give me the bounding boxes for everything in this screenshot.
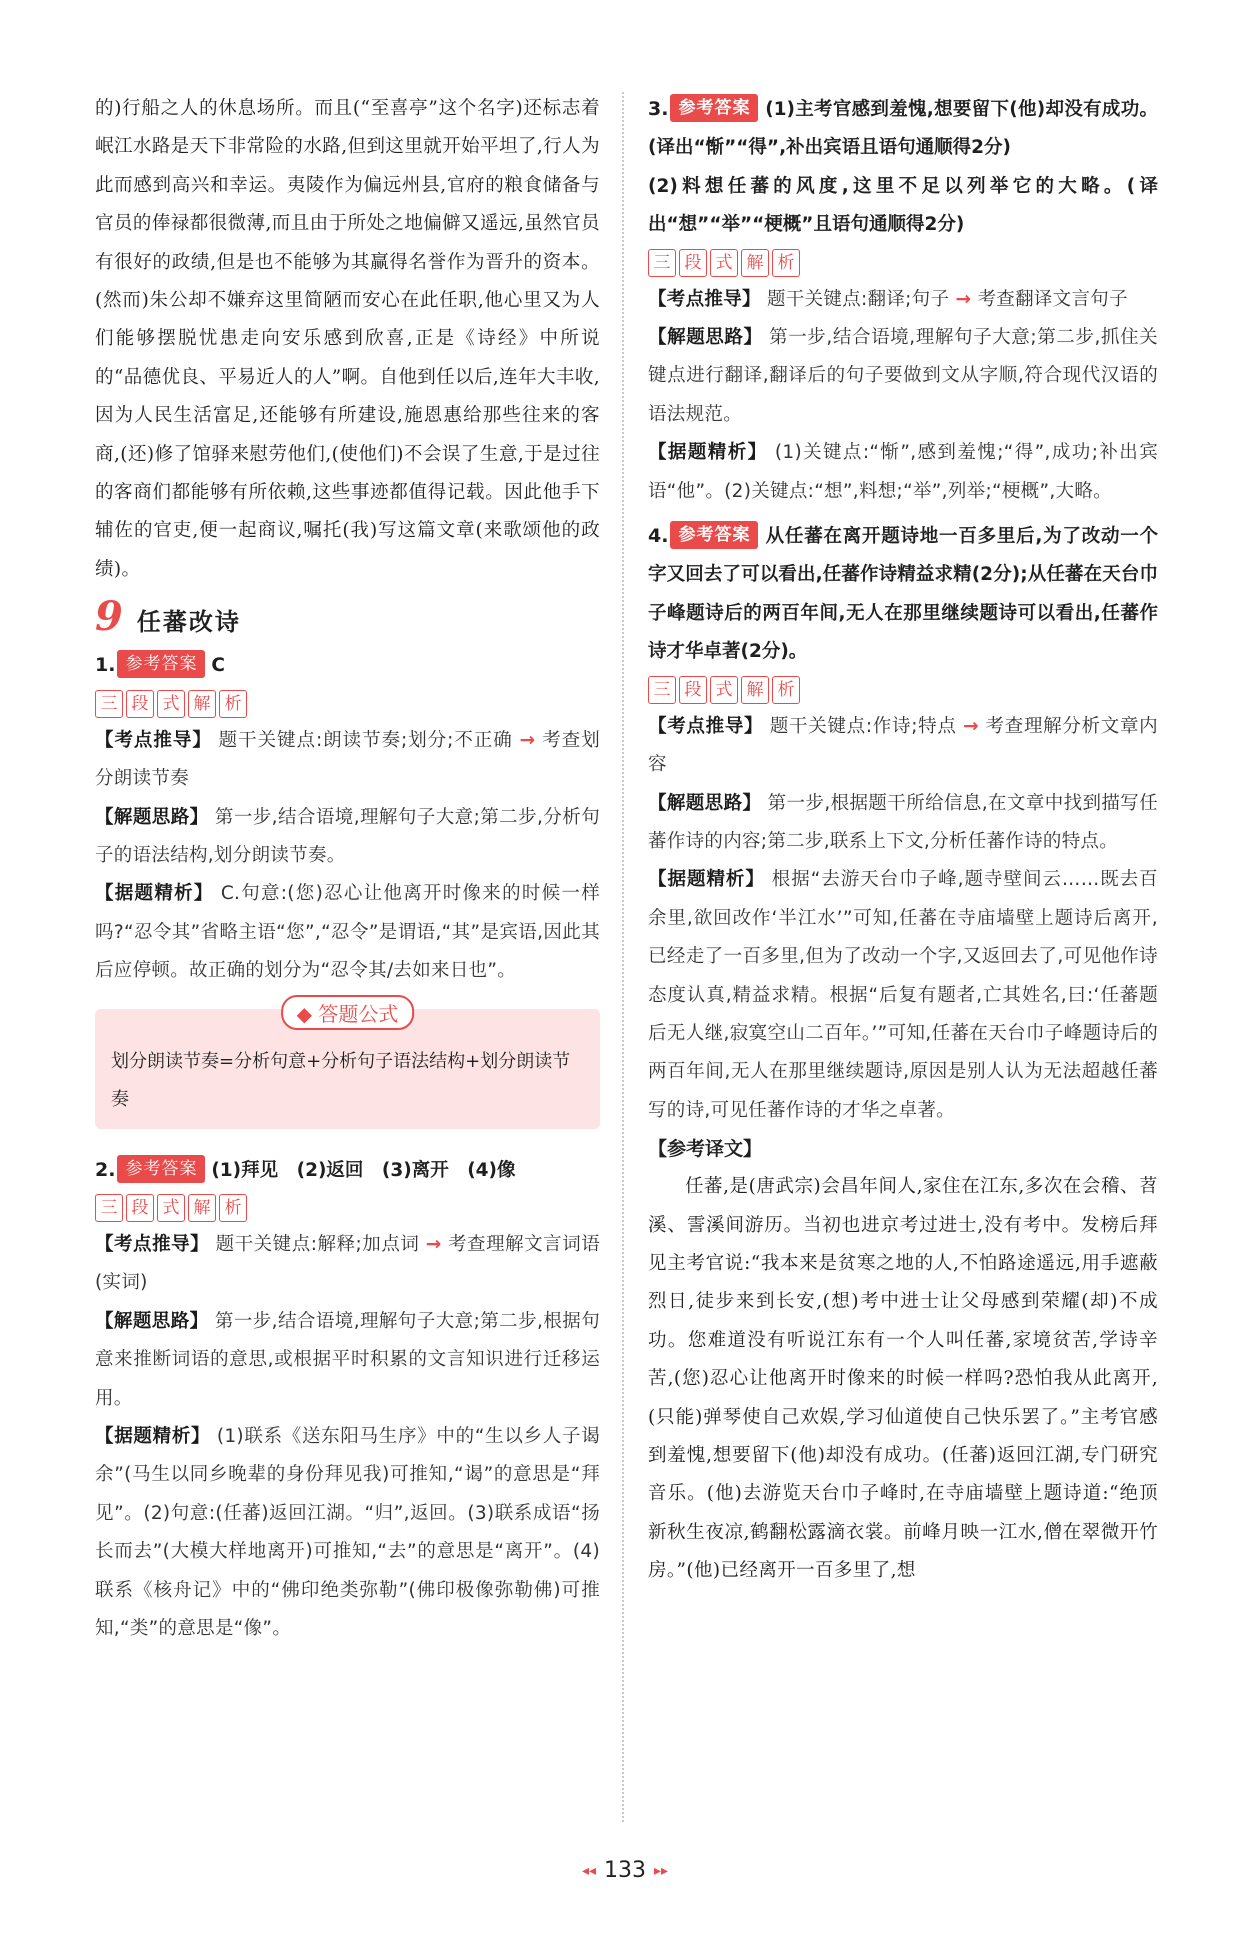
jieti-text: 第一步,结合语境,理解句子大意;第二步,分析句子的语法结构,划分朗读节奏。 xyxy=(95,806,600,866)
jingxi-line xyxy=(95,1418,600,1648)
arrow-icon: → xyxy=(425,1233,442,1255)
page-footer xyxy=(0,1858,1250,1883)
right-arrows-icon: ▸▸ xyxy=(654,1863,669,1879)
formula-label: ◆ 答题公式 xyxy=(281,995,415,1030)
jieti-line xyxy=(648,319,1158,434)
jingxi-text: C.句意:(您)忍心让他离开时像来的时候一样吗?“忍令其”省略主语“您”,“忍令”是谓语,“其”是宾语,因此其后应停顿。故正确的划分为“忍令其/去如来日也”。 xyxy=(95,883,600,982)
jingxi-line xyxy=(648,861,1158,1130)
analysis-badge xyxy=(95,690,600,718)
translation-continuation: 的)行船之人的休息场所。而且(“至喜亭”这个名字)还标志着岷江水路是天下非常险的水路,但到这里就开始平坦了,行人为此而感到高兴和幸运。夷陵作为偏远州县,官府的粮食储备与官员的俸禄都很微薄,而且由于所处之地偏僻又遥远,虽然官员有很好的政绩,但是也不能够为其赢得名誉作为晋升的资本。(然而)朱公却不嫌弃这里简陋而安心在此任职,他心里又为人们能够摆脱忧患走向安乐感到欣喜,正是《诗经》中所说的“品德优良、平易近人的人”啊。自他到任以后,连年大丰收,因为人民生活富足,还能够有所建设,施恩惠给那些往来的客商,(还)修了馆驿来慰劳他们,(使他们)不会误了生意,于是过往的客商们都能够有所依赖,这些事迹都值得记载。因此他手下辅佐的官吏,便一起商议,嘱托(我)写这篇文章(来歌颂他的政绩)。 xyxy=(95,98,600,580)
badge-char: 段 xyxy=(126,690,154,718)
formula-text: 划分朗读节奏=分析句意+分析句子语法结构+划分朗读节奏 xyxy=(111,1050,571,1110)
kaodian-line xyxy=(95,1226,600,1303)
kaodian-tag: 【考点推导】 xyxy=(648,715,764,737)
jingxi-tag: 【据题精析】 xyxy=(95,883,214,905)
section-title xyxy=(95,593,600,640)
arrow-icon: → xyxy=(519,729,536,751)
badge-char: 解 xyxy=(188,690,216,718)
answer-label: 参考答案 xyxy=(117,1155,205,1183)
badge-char: 三 xyxy=(648,676,676,704)
question-number: 1. xyxy=(95,654,116,677)
kaodian-tag: 【考点推导】 xyxy=(95,1233,210,1255)
badge-char: 析 xyxy=(219,690,247,718)
jingxi-text: 根据“去游天台巾子峰,题寺壁间云……既去百余里,欲回改作‘半江水’”可知,任蕃在寺庙墙壁上题诗后离开,已经走了一百多里,但为了改动一个字,又返回去了,可见他作诗态度认真,精益求精。根据“后复有题者,亡其姓名,曰:‘任蕃题后无人继,寂寞空山二百年。’”可知,任蕃在天台巾子峰题诗后的两百年间,无人在那里继续题诗,原因是别人认为无法超越任蕃写的诗,可见任蕃作诗的才华之卓著。 xyxy=(648,869,1158,1121)
kaodian-target: 考查划分朗读节奏 xyxy=(95,729,601,790)
answer-text: (1)拜见 (2)返回 (3)离开 (4)像 xyxy=(211,1159,516,1181)
arrow-icon: → xyxy=(955,288,972,310)
badge-char: 三 xyxy=(95,1194,123,1222)
answer-text: 从任蕃在离开题诗地一百多里后,为了改动一个字又回去了可以看出,任蕃作诗精益求精(2分);从任蕃在天台巾子峰题诗后的两百年间,无人在那里继续题诗可以看出,任蕃作诗才华卓著(2分)。 xyxy=(648,526,1158,663)
right-column xyxy=(648,90,1158,1591)
question-1 xyxy=(95,646,600,990)
kaodian-tag: 【考点推导】 xyxy=(95,729,212,751)
jieti-text: 第一步,结合语境,理解句子大意;第二步,根据句意来推断词语的意思,或根据平时积累的文言知识进行迁移运用。 xyxy=(95,1310,600,1409)
badge-char: 三 xyxy=(648,249,676,277)
question-number: 4. xyxy=(648,525,669,548)
reference-translation-text: 任蕃,是(唐武宗)会昌年间人,家住在江东,多次在会稽、苕溪、霅溪间游历。当初也进京考过进士,没有考中。发榜后拜见主考官说:“我本来是贫寒之地的人,不怕路途遥远,用手遮蔽烈日,徒步来到长安,(想)考中进士让父母感到荣耀(却)不成功。您难道没有听说江东有一个人叫任蕃,家境贫苦,学诗辛苦,(您)忍心让他离开时像来的时候一样吗?恐怕我从此离开,(只能)弹琴使自己欢娱,学习仙道使自己快乐罢了。”主考官感到羞愧,想要留下(他)却没有成功。(任蕃)返回江湖,专门研究音乐。(他)去游览天台巾子峰时,在寺庙墙壁上题诗道:“绝顶新秋生夜凉,鹤翻松露滴衣裳。前峰月映一江水,僧在翠微开竹房。”(他)已经离开一百多里了,想 xyxy=(648,1176,1158,1582)
jieti-line xyxy=(648,785,1158,862)
analysis-badge xyxy=(648,249,1158,277)
reference-translation-heading: 【参考译文】 xyxy=(648,1138,763,1161)
kaodian-line xyxy=(95,722,600,799)
question-3 xyxy=(648,90,1158,511)
answer-label: 参考答案 xyxy=(670,94,758,122)
badge-char: 式 xyxy=(157,1194,185,1222)
section-number: 9 xyxy=(95,593,123,641)
answer-label: 参考答案 xyxy=(117,650,205,678)
kaodian-keypoints: 题干关键点:解释;加点词 xyxy=(215,1233,420,1255)
kaodian-keypoints: 题干关键点:作诗;特点 xyxy=(769,715,957,737)
left-column xyxy=(95,90,600,1648)
jieti-line xyxy=(95,1303,600,1418)
answer-text-2: (2)料想任蕃的风度,这里不足以列举它的大略。(译出“想”“举”“梗概”且语句通顺得2分) xyxy=(648,175,1158,236)
jieti-text: 第一步,根据题干所给信息,在文章中找到描写任蕃作诗的内容;第二步,联系上下文,分析任蕃作诗的特点。 xyxy=(648,792,1158,852)
answer-text: C xyxy=(211,655,225,677)
badge-char: 析 xyxy=(219,1194,247,1222)
jingxi-tag: 【据题精析】 xyxy=(648,869,765,891)
badge-char: 段 xyxy=(679,249,707,277)
kaodian-keypoints: 题干关键点:朗读节奏;划分;不正确 xyxy=(218,729,513,751)
kaodian-tag: 【考点推导】 xyxy=(648,288,761,310)
jingxi-text: (1)关键点:“惭”,感到羞愧;“得”,成功;补出宾语“他”。(2)关键点:“想”,料想;“举”,列举;“梗概”,大略。 xyxy=(648,442,1158,502)
answer-formula-box xyxy=(95,1001,600,1129)
answer-text-1: (1)主考官感到羞愧,想要留下(他)却没有成功。(译出“惭”“得”,补出宾语且语句通顺得2分) xyxy=(648,99,1158,159)
badge-char: 段 xyxy=(679,676,707,704)
badge-char: 解 xyxy=(741,676,769,704)
badge-char: 三 xyxy=(95,690,123,718)
jieti-tag: 【解题思路】 xyxy=(648,327,763,349)
jingxi-line xyxy=(95,875,600,990)
jingxi-tag: 【据题精析】 xyxy=(95,1425,211,1447)
kaodian-target: 考查理解分析文章内容 xyxy=(648,715,1158,776)
badge-char: 析 xyxy=(772,249,800,277)
jingxi-tag: 【据题精析】 xyxy=(648,442,768,464)
arrow-icon: → xyxy=(963,715,979,737)
badge-char: 式 xyxy=(710,676,738,704)
jieti-tag: 【解题思路】 xyxy=(648,792,762,814)
jingxi-line xyxy=(648,434,1158,511)
badge-char: 析 xyxy=(772,676,800,704)
question-number: 3. xyxy=(648,98,669,120)
kaodian-target: 考查翻译文言句子 xyxy=(977,288,1128,310)
answer-label: 参考答案 xyxy=(670,521,758,549)
page-number: 133 xyxy=(604,1858,646,1883)
jieti-line xyxy=(95,799,600,876)
kaodian-line xyxy=(648,281,1158,319)
kaodian-keypoints: 题干关键点:翻译;句子 xyxy=(767,288,950,310)
analysis-badge xyxy=(648,676,1158,704)
question-4 xyxy=(648,517,1158,1130)
badge-char: 段 xyxy=(126,1194,154,1222)
left-arrows-icon: ◂◂ xyxy=(581,1863,596,1879)
jingxi-text: (1)联系《送东阳马生序》中的“生以乡人子谒余”(马生以同乡晚辈的身份拜见我)可推知,“谒”的意思是“拜见”。(2)句意:(任蕃)返回江湖。“归”,返回。(3)联系成语“扬长而去”(大模大样地离开)可推知,“去”的意思是“离开”。(4)联系《核舟记》中的“佛印绝类弥勒”(佛印极像弥勒佛)可推知,“类”的意思是“像”。 xyxy=(95,1425,600,1639)
badge-char: 式 xyxy=(710,249,738,277)
column-divider xyxy=(622,92,624,1822)
section-name: 任蕃改诗 xyxy=(136,608,241,637)
question-number: 2. xyxy=(95,1158,116,1181)
kaodian-line xyxy=(648,708,1158,785)
badge-char: 式 xyxy=(157,690,185,718)
analysis-badge xyxy=(95,1194,600,1222)
question-2 xyxy=(95,1151,600,1649)
badge-char: 解 xyxy=(741,249,769,277)
jieti-text: 第一步,结合语境,理解句子大意;第二步,抓住关键点进行翻译,翻译后的句子要做到文从字顺,符合现代汉语的语法规范。 xyxy=(648,327,1158,425)
jieti-tag: 【解题思路】 xyxy=(95,1310,209,1332)
badge-char: 解 xyxy=(188,1194,216,1222)
jieti-tag: 【解题思路】 xyxy=(95,806,209,828)
kaodian-target: 考查理解文言词语(实词) xyxy=(95,1233,601,1294)
